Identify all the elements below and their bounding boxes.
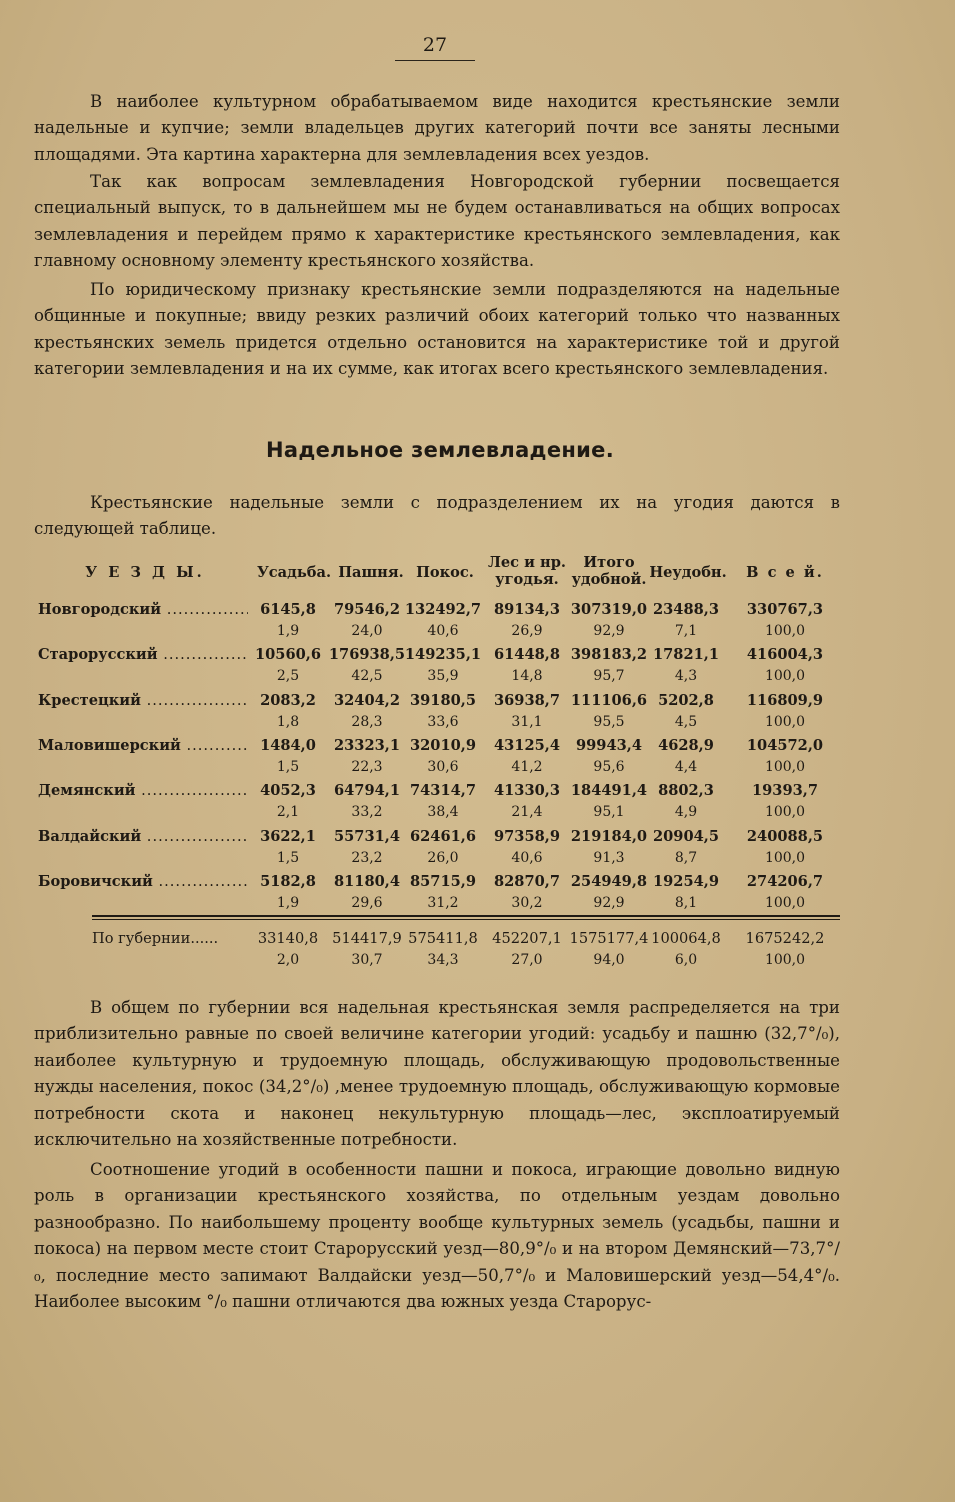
table-cell-percent: 38,4 <box>427 804 459 821</box>
table-cell-value: 20904,5 <box>652 827 719 845</box>
table-cell-value: 240088,5 <box>746 827 824 845</box>
table-cell-value: 19393,7 <box>751 782 818 800</box>
paragraph-ratio: Соотношение угодий в особенности пашни и покоса, играющие довольно видную роль в организации крестьянского хозяйства, по отдельным уездам довольно разнообразно. По наибольшему проценту вообще культурных земель (усадьбы, пашни и покоса) на первом месте стоит Старорусский уезд—80,9°/₀ и на втором Демянский—73,7°/₀, последние место запимают Валдайски уезд—50,7°/₀ и Маловишерский уезд—54,4°/₀. Наиболее высоким °/₀ пашни отличаются два южных уезда Старорус- <box>34 1160 840 1312</box>
table-cell-percent: 4,3 <box>674 668 698 685</box>
table-cell-value: 3622,1 <box>260 827 316 845</box>
table-cell-percent: 100,0 <box>764 894 806 911</box>
table-cell-percent: 100,0 <box>764 952 806 968</box>
table-cell-value: 1675242,2 <box>745 930 825 947</box>
row-label: Демянский ..... <box>38 782 248 799</box>
paragraph-intro: В наиболее культурном обрабатываемом виде находится крестьянские земли надельные и купчие; земли владельцев других категорий почти все заняты лесными площадями. Эта картина характерна для землевладения всех уездов. <box>34 92 840 164</box>
table-cell-percent: 92,9 <box>593 623 625 639</box>
table-cell-value: 79546,2 <box>333 601 400 618</box>
table-cell-percent: 95,5 <box>593 713 625 730</box>
header-total-usable-line2: удобной. <box>571 571 647 588</box>
paragraph-legal-categories: По юридическому признаку крестьянские земли подразделяются на надельные общинные и покупные; ввиду резких различий обоих категорий только что названных крестьянских земель придется отдельно остановится на характеристике той и другой категории землевладения и на их сумме, как итогах всего крестьянского землевладения. <box>34 280 840 379</box>
table-cell-percent: 29,6 <box>351 894 383 911</box>
table-cell-value: 416004,3 <box>746 646 824 664</box>
table-cell-percent: 8,7 <box>674 849 698 866</box>
table-cell-percent: 100,0 <box>764 849 806 866</box>
table-cell-percent: 4,5 <box>674 713 698 730</box>
table-cell-value: 398183,2 <box>570 646 648 664</box>
table-cell-value: 1484,0 <box>260 736 316 754</box>
table-cell-value: 5182,8 <box>260 872 316 890</box>
paragraph-table-intro: Крестьянские надельные земли с подразделением их на угодия даются в следующей таблице. <box>34 493 840 539</box>
table-cell-value: 99943,4 <box>575 736 642 754</box>
header-arable: Пашня. <box>338 564 404 581</box>
table-cell-value: 514417,9 <box>332 930 402 947</box>
table-cell-value: 254949,8 <box>570 872 648 890</box>
table-cell-value: 19254,9 <box>652 872 719 890</box>
table-cell-value: 184491,4 <box>570 782 648 800</box>
table-cell-value: 116809,9 <box>746 691 824 709</box>
header-total: В с е й. <box>746 564 824 581</box>
table-cell-percent: 30,2 <box>511 894 543 911</box>
table-cell-value: 61448,8 <box>493 646 560 664</box>
table-cell-percent: 14,8 <box>511 668 543 685</box>
table-cell-percent: 30,7 <box>351 952 383 968</box>
section-heading: Надельное землевладение. <box>265 438 615 462</box>
table-cell-value: 36938,7 <box>493 691 560 709</box>
table-cell-percent: 8,1 <box>674 894 698 911</box>
table-cell-percent: 1,5 <box>276 849 300 866</box>
header-homestead: Усадьба. <box>256 564 332 581</box>
table-cell-value: 32010,9 <box>409 736 476 754</box>
row-label: Маловишерский ..... <box>38 737 248 754</box>
table-cell-value: 23488,3 <box>652 601 719 618</box>
table-cell-value: 219184,0 <box>570 827 648 845</box>
table-cell-percent: 35,9 <box>427 668 459 685</box>
header-districts: У Е З Д Ы. <box>85 564 205 581</box>
table-cell-value: 111106,6 <box>570 691 648 709</box>
table-cell-value: 33140,8 <box>257 930 319 947</box>
table-cell-value: 85715,9 <box>409 872 476 890</box>
table-cell-value: 17821,1 <box>652 646 719 664</box>
table-cell-value: 81180,4 <box>333 872 400 890</box>
table-cell-value: 330767,3 <box>746 601 824 618</box>
table-cell-value: 274206,7 <box>746 872 824 890</box>
table-cell-value: 82870,7 <box>493 872 560 890</box>
table-cell-percent: 42,5 <box>351 668 383 685</box>
paragraph-land-ownership: Так как вопросам землевладения Новгородской губернии посвещается специальный выпуск, то в дальнейшем мы не будем останавливаться на общих вопросах землевладения и перейдем прямо к характеристике крестьянского землевладения, как главному основному элементу крестьянского хозяйства. <box>34 172 840 271</box>
table-cell-percent: 1,9 <box>276 623 300 639</box>
table-cell-value: 4052,3 <box>260 782 316 800</box>
table-cell-percent: 33,6 <box>427 713 459 730</box>
table-cell-percent: 7,1 <box>674 623 698 639</box>
table-cell-value: 43125,4 <box>493 736 560 754</box>
table-cell-percent: 2,0 <box>276 952 300 968</box>
table-cell-value: 176938,5 <box>328 646 406 664</box>
table-cell-value: 307319,0 <box>570 601 648 618</box>
table-cell-value: 89134,3 <box>493 601 560 618</box>
header-hayfield: Покос. <box>416 564 474 581</box>
table-cell-percent: 28,3 <box>351 713 383 730</box>
table-cell-value: 97358,9 <box>493 827 560 845</box>
table-cell-value: 100064,8 <box>651 930 721 947</box>
row-label-total: По губернии...... <box>92 930 219 947</box>
header-forest-line2: угодья. <box>495 571 559 588</box>
table-cell-percent: 2,5 <box>276 668 300 685</box>
table-cell-percent: 33,2 <box>351 804 383 821</box>
table-cell-value: 149235,1 <box>404 646 482 664</box>
table-cell-value: 74314,7 <box>409 782 476 800</box>
row-label: Валдайский ..... <box>38 828 248 845</box>
table-cell-percent: 1,8 <box>276 713 300 730</box>
table-cell-percent: 1,5 <box>276 758 300 775</box>
table-cell-value: 10560,6 <box>254 646 321 664</box>
table-cell-value: 452207,1 <box>492 930 562 947</box>
table-cell-value: 104572,0 <box>746 736 824 754</box>
table-cell-value: 23323,1 <box>333 736 400 754</box>
table-cell-percent: 100,0 <box>764 758 806 775</box>
table-cell-percent: 41,2 <box>511 758 543 775</box>
page-number: 27 <box>395 34 475 61</box>
table-cell-percent: 27,0 <box>511 952 543 968</box>
total-divider-thin <box>92 919 840 920</box>
table-cell-percent: 34,3 <box>427 952 459 968</box>
table-cell-percent: 100,0 <box>764 668 806 685</box>
table-cell-percent: 95,1 <box>593 804 625 821</box>
table-cell-percent: 94,0 <box>593 952 625 968</box>
table-cell-value: 132492,7 <box>404 601 482 618</box>
table-cell-percent: 100,0 <box>764 804 806 821</box>
table-cell-percent: 4,4 <box>674 758 698 775</box>
header-unusable: Неудобн. <box>649 564 727 581</box>
table-cell-percent: 40,6 <box>511 849 543 866</box>
table-cell-percent: 31,2 <box>427 894 459 911</box>
table-cell-percent: 100,0 <box>764 623 806 639</box>
table-cell-value: 4628,9 <box>658 736 714 754</box>
table-cell-percent: 21,4 <box>511 804 543 821</box>
table-cell-value: 64794,1 <box>333 782 400 800</box>
table-cell-percent: 6,0 <box>674 952 698 968</box>
table-cell-value: 39180,5 <box>409 691 476 709</box>
row-label: Новгородский ..... <box>38 601 248 618</box>
table-cell-value: 41330,3 <box>493 782 560 800</box>
table-cell-value: 575411,8 <box>408 930 478 947</box>
header-total-usable-line1: Итого <box>583 554 635 571</box>
table-cell-percent: 95,6 <box>593 758 625 775</box>
header-forest-line1: Лес и нр. <box>487 554 567 571</box>
table-cell-percent: 26,0 <box>427 849 459 866</box>
row-label: Боровичский ..... <box>38 873 248 890</box>
table-cell-percent: 31,1 <box>511 713 543 730</box>
table-cell-percent: 95,7 <box>593 668 625 685</box>
table-cell-percent: 91,3 <box>593 849 625 866</box>
table-cell-percent: 100,0 <box>764 713 806 730</box>
table-cell-value: 62461,6 <box>409 827 476 845</box>
table-cell-percent: 40,6 <box>427 623 459 639</box>
table-cell-percent: 92,9 <box>593 894 625 911</box>
table-cell-value: 5202,8 <box>658 691 714 709</box>
table-cell-value: 55731,4 <box>333 827 400 845</box>
table-cell-percent: 1,9 <box>276 894 300 911</box>
total-divider-thick <box>92 915 840 917</box>
row-label: Крестецкий ..... <box>38 692 248 709</box>
table-cell-value: 8802,3 <box>658 782 714 800</box>
row-label: Старорусский ..... <box>38 646 248 663</box>
table-cell-value: 1575177,4 <box>569 930 649 947</box>
table-cell-value: 2083,2 <box>260 691 316 709</box>
table-cell-percent: 2,1 <box>276 804 300 821</box>
table-cell-value: 32404,2 <box>333 691 400 709</box>
table-cell-percent: 24,0 <box>351 623 383 639</box>
table-cell-percent: 22,3 <box>351 758 383 775</box>
table-cell-value: 6145,8 <box>260 601 316 618</box>
table-cell-percent: 23,2 <box>351 849 383 866</box>
table-cell-percent: 26,9 <box>511 623 543 639</box>
table-cell-percent: 4,9 <box>674 804 698 821</box>
table-cell-percent: 30,6 <box>427 758 459 775</box>
paragraph-distribution: В общем по губернии вся надельная крестьянская земля распределяется на три приблизительно равные по своей величине категории угодий: усадьбу и пашню (32,7°/₀), наиболее культурную и трудоемную площадь, обслуживающую продовольственные нужды населения, покос (34,2°/₀) ,менее трудоемную площадь, обслуживающую кормовые потребности скота и наконец некультурную площадь—лес, эксплоатируемый исключительно на хозяйственные потребности. <box>34 998 840 1150</box>
